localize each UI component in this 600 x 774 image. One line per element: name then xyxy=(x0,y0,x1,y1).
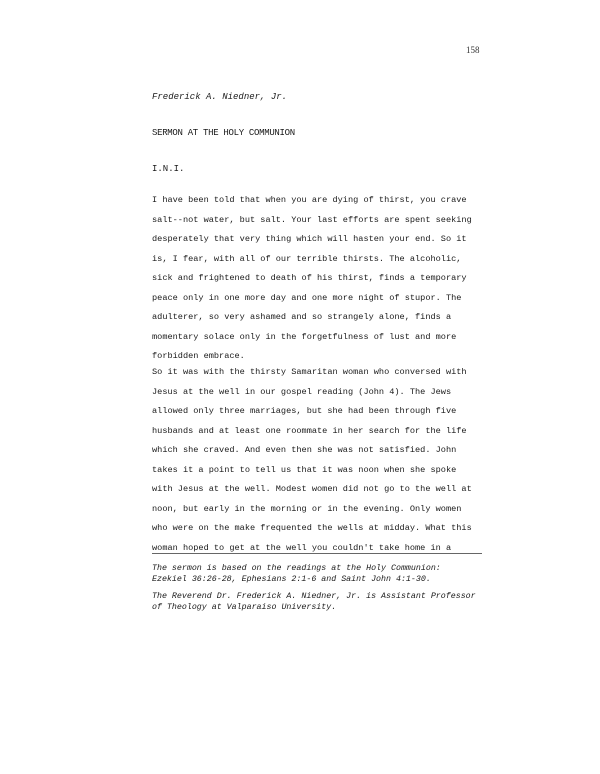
page-number: 158 xyxy=(466,45,480,55)
text-line: is, I fear, with all of our terrible thirsts. The alcoholic, xyxy=(152,253,462,264)
text-line: who were on the make frequented the wells at midday. What this xyxy=(152,523,472,533)
footnote-divider xyxy=(152,553,482,554)
footnote-author xyxy=(152,592,482,613)
footnote-line: of Theology at Valparaiso University. xyxy=(152,602,337,612)
text-line: So it was with the thirsty Samaritan woman who conversed with xyxy=(152,367,467,377)
text-line: allowed only three marriages, but she had been through five xyxy=(152,406,457,416)
text-line: woman hoped to get at the well you couldn't take home in a xyxy=(152,542,452,553)
footnote-readings xyxy=(152,564,482,585)
text-line: salt--not water, but salt. Your last efforts are spent seeking xyxy=(152,214,472,225)
footnote-line: The sermon is based on the readings at the Holy Communion: xyxy=(152,564,441,573)
text-line: desperately that very thing which will hasten your end. So it xyxy=(152,234,467,244)
text-line: sick and frightened to death of his thirst, finds a temporary xyxy=(152,273,467,283)
footnote-line: The Reverend Dr. Frederick A. Niedner, Jr. is Assistant Professor xyxy=(152,592,476,601)
text-line: husbands and at least one roommate in her search for the life xyxy=(152,425,467,436)
footnote-line: Ezekiel 36:26-28, Ephesians 2:1-6 and Saint John 4:1-30. xyxy=(152,574,431,584)
text-line: forbidden embrace. xyxy=(152,351,245,361)
sermon-title: SERMON AT THE HOLY COMMUNION xyxy=(152,128,295,138)
author-line: Frederick A. Niedner, Jr. xyxy=(152,92,288,102)
invocation: I.N.I. xyxy=(152,164,185,174)
text-line: momentary solace only in the forgetfulness of lust and more xyxy=(152,331,457,342)
text-line: adulterer, so very ashamed and so strangely alone, finds a xyxy=(152,312,452,322)
text-line: peace only in one more day and one more night of stupor. The xyxy=(152,292,462,303)
text-line: noon, but early in the morning or in the evening. Only women xyxy=(152,503,462,514)
text-line: takes it a point to tell us that it was noon when she spoke xyxy=(152,464,457,475)
text-line: with Jesus at the well. Modest women did not go to the well at xyxy=(152,484,472,494)
text-line: which she craved. And even then she was not satisfied. John xyxy=(152,445,457,455)
text-line: I have been told that when you are dying of thirst, you crave xyxy=(152,195,467,205)
text-line: Jesus at the well in our gospel reading (John 4). The Jews xyxy=(152,386,452,397)
paragraph-1 xyxy=(152,191,482,367)
paragraph-2 xyxy=(152,363,482,558)
